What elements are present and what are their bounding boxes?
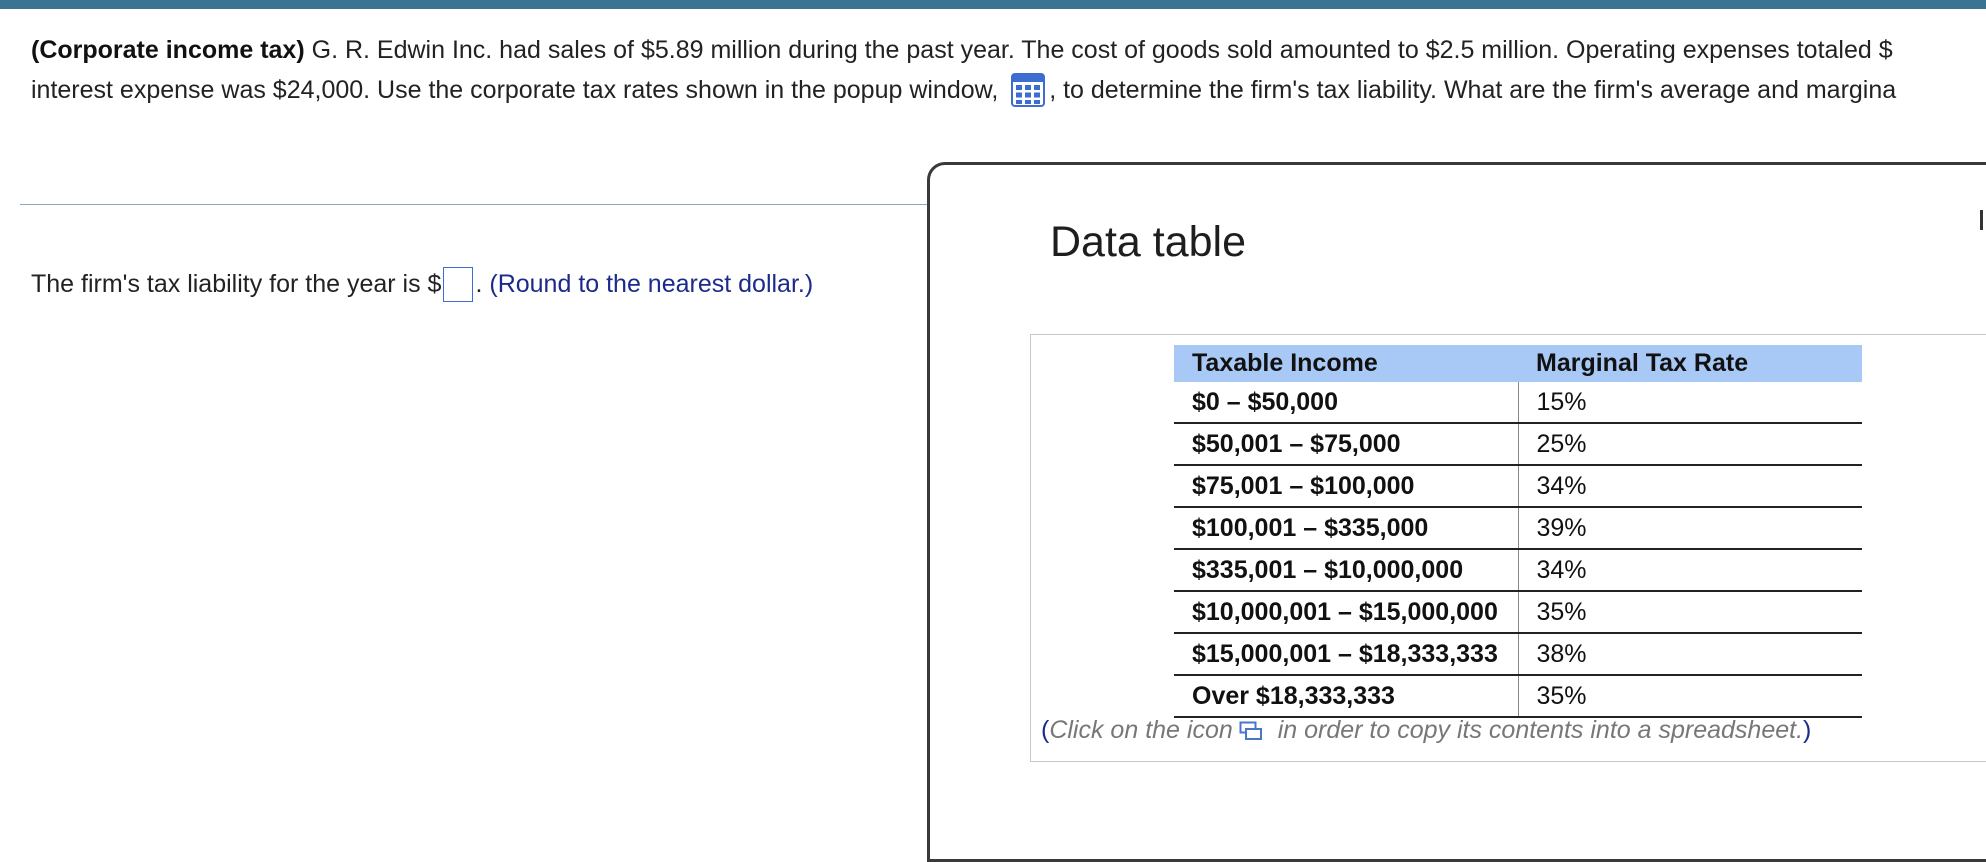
question-line-2-text-b: , to determine the firm's tax liability. What are the firm's average and margina [1049,76,1897,104]
table-grid-icon[interactable] [1011,73,1045,107]
rate-cell: 38% [1518,633,1862,675]
note-text-a: Click on the icon [1049,716,1233,744]
income-bracket-cell: $335,001 – $10,000,000 [1174,549,1518,591]
answer-row [31,264,813,304]
table-row [1174,549,1862,591]
table-row [1174,507,1862,549]
income-bracket-cell: $100,001 – $335,000 [1174,507,1518,549]
tax-liability-input[interactable] [443,267,473,302]
question-line-2-text-a: interest expense was $24,000. Use the corporate tax rates shown in the popup window, [31,76,1006,104]
popup-title: Data table [1050,218,1247,266]
answer-period: . [475,270,483,298]
popup-close-icon[interactable] [1980,210,1983,230]
rate-cell: 25% [1518,423,1862,465]
rounding-hint: (Round to the nearest dollar.) [489,270,814,298]
note-text-b: in order to copy its contents into a spreadsheet. [1270,716,1804,744]
income-bracket-cell: $10,000,001 – $15,000,000 [1174,591,1518,633]
copy-note [1041,716,1811,745]
table-row [1174,423,1862,465]
question-text [31,30,1986,110]
table-header-row [1174,345,1862,382]
table-row [1174,382,1862,423]
question-line-1-text: G. R. Edwin Inc. had sales of $5.89 million during the past year. The cost of goods sold amounted to $2.5 million. Operating expenses totaled $ [304,36,1893,64]
rate-cell: 35% [1518,675,1862,717]
copy-to-spreadsheet-icon[interactable] [1239,719,1263,739]
income-bracket-cell: $15,000,001 – $18,333,333 [1174,633,1518,675]
income-bracket-cell: $50,001 – $75,000 [1174,423,1518,465]
question-line-2 [31,70,1986,110]
income-bracket-cell: $75,001 – $100,000 [1174,465,1518,507]
answer-prompt: The firm's tax liability for the year is $ [31,270,442,298]
note-close-paren: ) [1803,716,1812,744]
rate-cell: 35% [1518,591,1862,633]
rate-cell: 39% [1518,507,1862,549]
note-open-paren: ( [1041,716,1050,744]
top-accent-bar [0,0,1986,9]
question-title: (Corporate income tax) [31,36,305,64]
rate-cell: 15% [1518,382,1862,423]
header-taxable-income: Taxable Income [1174,345,1518,382]
income-bracket-cell: $0 – $50,000 [1174,382,1518,423]
table-row [1174,633,1862,675]
income-bracket-cell: Over $18,333,333 [1174,675,1518,717]
table-row [1174,465,1862,507]
table-row [1174,591,1862,633]
header-marginal-rate: Marginal Tax Rate [1518,345,1862,382]
rate-cell: 34% [1518,549,1862,591]
rate-cell: 34% [1518,465,1862,507]
table-row [1174,675,1862,717]
section-divider [20,204,930,205]
tax-rate-table [1174,345,1862,718]
question-line-1 [31,30,1986,70]
